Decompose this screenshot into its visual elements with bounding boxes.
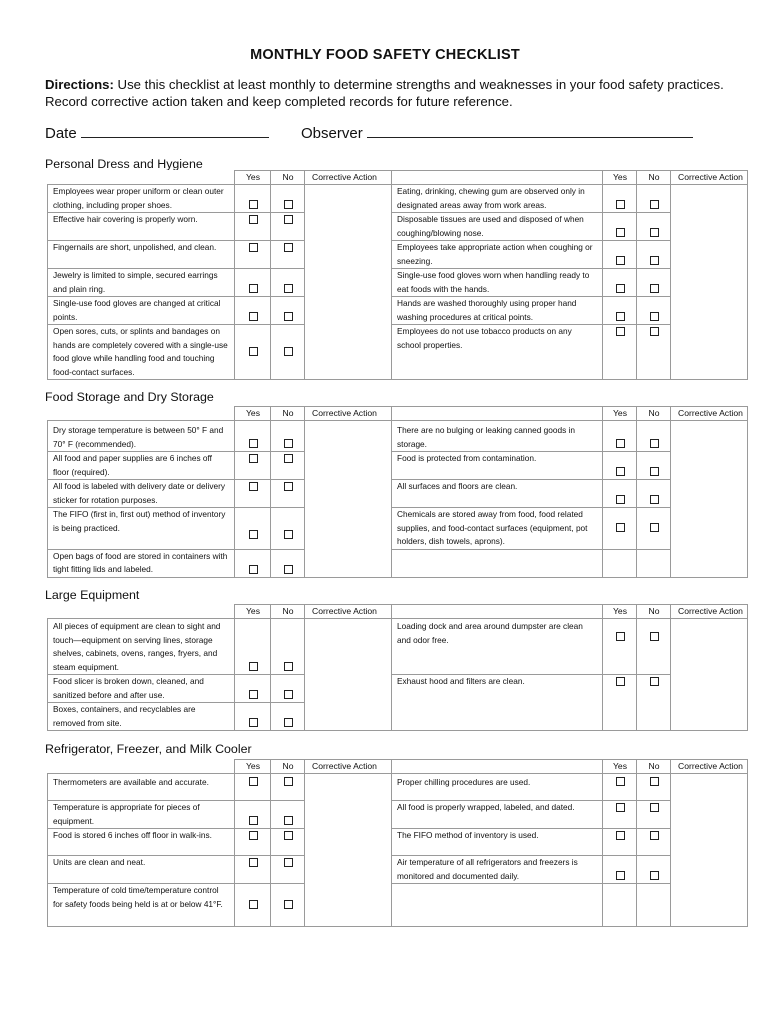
section-title: Food Storage and Dry Storage (45, 390, 214, 404)
no-checkbox[interactable] (284, 690, 293, 699)
yes-checkbox[interactable] (616, 467, 625, 476)
item-text: Units are clean and neat. (48, 856, 235, 884)
yes-checkbox[interactable] (616, 256, 625, 265)
no-cell (637, 325, 671, 380)
header-corrective-action: Corrective Action (305, 171, 392, 185)
yes-checkbox[interactable] (616, 228, 625, 237)
no-cell (271, 774, 305, 801)
yes-checkbox[interactable] (249, 816, 258, 825)
item-text: Dry storage temperature is between 50° F and 70° F (recommended). (48, 421, 235, 452)
observer-field[interactable] (301, 124, 693, 142)
header-yes: Yes (603, 171, 637, 185)
yes-cell (603, 325, 637, 380)
yes-cell (603, 856, 637, 884)
empty-cell (392, 549, 603, 577)
yes-cell (603, 185, 637, 213)
no-checkbox[interactable] (284, 439, 293, 448)
yes-checkbox[interactable] (616, 327, 625, 336)
yes-checkbox[interactable] (249, 482, 258, 491)
no-checkbox[interactable] (284, 312, 293, 321)
no-checkbox[interactable] (650, 777, 659, 786)
table-row (48, 856, 748, 884)
yes-checkbox[interactable] (616, 495, 625, 504)
yes-checkbox[interactable] (616, 200, 625, 209)
directions (45, 76, 745, 110)
item-text: Chemicals are stored away from food, food related supplies, and food-contact surfaces (equipment, pot holders, dish towels, aprons). (392, 508, 603, 550)
checklist-table (47, 604, 748, 731)
yes-checkbox[interactable] (616, 831, 625, 840)
no-cell (637, 619, 671, 675)
date-label: Date (45, 125, 77, 142)
table-row (48, 452, 748, 480)
no-checkbox[interactable] (284, 215, 293, 224)
no-checkbox[interactable] (650, 831, 659, 840)
no-cell (637, 241, 671, 269)
no-checkbox[interactable] (650, 200, 659, 209)
corrective-action-field[interactable] (305, 774, 392, 927)
yes-checkbox[interactable] (249, 831, 258, 840)
checklist-table (47, 170, 748, 380)
yes-cell (235, 774, 271, 801)
item-text: Single-use food gloves worn when handling ready to eat foods with the hands. (392, 269, 603, 297)
no-checkbox[interactable] (284, 284, 293, 293)
item-text: Eating, drinking, chewing gum are observed only in designated areas away from work areas. (392, 185, 603, 213)
yes-cell (603, 269, 637, 297)
empty-cell (392, 884, 603, 927)
yes-cell (603, 884, 637, 927)
yes-cell (603, 241, 637, 269)
yes-cell (603, 774, 637, 801)
header-blank (48, 760, 235, 774)
item-text: Food is protected from contamination. (392, 452, 603, 480)
yes-cell (603, 297, 637, 325)
table-row (48, 829, 748, 856)
item-text: All food is labeled with delivery date or delivery sticker for rotation purposes. (48, 480, 235, 508)
yes-cell (603, 619, 637, 675)
checklist-table (47, 406, 748, 578)
item-text: Hands are washed thoroughly using proper hand washing procedures at critical points. (392, 297, 603, 325)
item-text: Effective hair covering is properly worn. (48, 213, 235, 241)
item-text: Employees wear proper uniform or clean outer clothing, including proper shoes. (48, 185, 235, 213)
section-title: Personal Dress and Hygiene (45, 157, 203, 171)
no-checkbox[interactable] (650, 871, 659, 880)
no-checkbox[interactable] (284, 200, 293, 209)
yes-checkbox[interactable] (249, 777, 258, 786)
no-cell (271, 213, 305, 241)
yes-cell (235, 675, 271, 703)
no-cell (271, 325, 305, 380)
yes-cell (603, 421, 637, 452)
table-row (48, 241, 748, 269)
header-blank (392, 760, 603, 774)
item-text: All food is properly wrapped, labeled, and dated. (392, 801, 603, 829)
item-text: Loading dock and area around dumpster are clean and odor free. (392, 619, 603, 675)
yes-checkbox[interactable] (249, 200, 258, 209)
yes-checkbox[interactable] (249, 718, 258, 727)
yes-cell (235, 213, 271, 241)
no-cell (271, 452, 305, 480)
yes-cell (235, 185, 271, 213)
item-text: Single-use food gloves are changed at critical points. (48, 297, 235, 325)
no-checkbox[interactable] (650, 523, 659, 532)
yes-checkbox[interactable] (616, 312, 625, 321)
item-text: All food and paper supplies are 6 inches off floor (required). (48, 452, 235, 480)
yes-cell (235, 856, 271, 884)
table-row (48, 325, 748, 380)
directions-text: Use this checklist at least monthly to determine strengths and weaknesses in your food safety practices. Record corrective action taken and keep completed records for future reference. (45, 77, 724, 109)
table-row (48, 549, 748, 577)
table-row (48, 297, 748, 325)
date-field[interactable] (45, 124, 269, 142)
no-cell (271, 241, 305, 269)
no-cell (637, 801, 671, 829)
item-text: Disposable tissues are used and disposed of when coughing/blowing nose. (392, 213, 603, 241)
no-cell (637, 213, 671, 241)
yes-checkbox[interactable] (249, 454, 258, 463)
header-corrective-action: Corrective Action (305, 760, 392, 774)
no-cell (271, 619, 305, 675)
no-checkbox[interactable] (284, 858, 293, 867)
item-text: Temperature of cold time/temperature control for safety foods being held is at or below 41°F. (48, 884, 235, 927)
header-blank (392, 407, 603, 421)
header-blank (392, 605, 603, 619)
no-cell (637, 884, 671, 927)
header-blank (392, 171, 603, 185)
no-checkbox[interactable] (284, 565, 293, 574)
yes-cell (603, 480, 637, 508)
header-blank (48, 171, 235, 185)
directions-label: Directions: (45, 77, 114, 92)
item-text: Exhaust hood and filters are clean. (392, 675, 603, 731)
header-no: No (271, 605, 305, 619)
table-row (48, 421, 748, 452)
yes-checkbox[interactable] (616, 803, 625, 812)
yes-cell (603, 829, 637, 856)
header-corrective-action: Corrective Action (305, 407, 392, 421)
item-text: Open sores, cuts, or splints and bandages on hands are completely covered with a single-use food glove while handling food and touching food-contact surfaces. (48, 325, 235, 380)
corrective-action-field[interactable] (305, 185, 392, 380)
no-cell (637, 508, 671, 550)
no-checkbox[interactable] (284, 347, 293, 356)
corrective-action-field[interactable] (671, 774, 748, 927)
table-row (48, 508, 748, 550)
no-checkbox[interactable] (284, 831, 293, 840)
corrective-action-field[interactable] (671, 421, 748, 578)
item-text: The FIFO method of inventory is used. (392, 829, 603, 856)
no-checkbox[interactable] (650, 495, 659, 504)
no-checkbox[interactable] (284, 816, 293, 825)
no-cell (637, 269, 671, 297)
corrective-action-field[interactable] (671, 619, 748, 731)
table-row (48, 774, 748, 801)
yes-checkbox[interactable] (616, 677, 625, 686)
header-blank (48, 605, 235, 619)
no-checkbox[interactable] (284, 718, 293, 727)
item-text: Jewelry is limited to simple, secured earrings and plain ring. (48, 269, 235, 297)
yes-cell (603, 508, 637, 550)
header-no: No (637, 171, 671, 185)
date-line[interactable] (81, 124, 269, 138)
no-cell (271, 185, 305, 213)
observer-line[interactable] (367, 124, 693, 138)
header-blank (48, 407, 235, 421)
yes-checkbox[interactable] (249, 662, 258, 671)
no-checkbox[interactable] (650, 467, 659, 476)
item-text: Proper chilling procedures are used. (392, 774, 603, 801)
yes-cell (603, 213, 637, 241)
yes-cell (235, 325, 271, 380)
item-text: Boxes, containers, and recyclables are removed from site. (48, 703, 235, 731)
yes-checkbox[interactable] (249, 565, 258, 574)
yes-cell (235, 549, 271, 577)
no-cell (637, 856, 671, 884)
no-cell (271, 801, 305, 829)
item-text: The FIFO (first in, first out) method of inventory is being practiced. (48, 508, 235, 550)
no-checkbox[interactable] (650, 256, 659, 265)
table-row (48, 884, 748, 927)
item-text: Employees do not use tobacco products on any school properties. (392, 325, 603, 380)
table-row (48, 675, 748, 703)
yes-checkbox[interactable] (249, 284, 258, 293)
no-checkbox[interactable] (284, 454, 293, 463)
yes-checkbox[interactable] (249, 347, 258, 356)
no-cell (271, 508, 305, 550)
yes-cell (235, 703, 271, 731)
yes-checkbox[interactable] (616, 871, 625, 880)
item-text: Temperature is appropriate for pieces of equipment. (48, 801, 235, 829)
no-cell (271, 297, 305, 325)
header-yes: Yes (603, 407, 637, 421)
item-text: All pieces of equipment are clean to sight and touch—equipment on serving lines, storage shelves, cabinets, ovens, ranges, fryers, and steam equipment. (48, 619, 235, 675)
item-text: Air temperature of all refrigerators and freezers is monitored and documented daily. (392, 856, 603, 884)
yes-cell (235, 421, 271, 452)
no-checkbox[interactable] (284, 243, 293, 252)
no-checkbox[interactable] (650, 284, 659, 293)
header-yes: Yes (235, 760, 271, 774)
header-yes: Yes (235, 171, 271, 185)
yes-checkbox[interactable] (249, 312, 258, 321)
yes-cell (235, 452, 271, 480)
yes-cell (235, 619, 271, 675)
yes-checkbox[interactable] (616, 284, 625, 293)
header-no: No (271, 407, 305, 421)
yes-checkbox[interactable] (249, 530, 258, 539)
header-yes: Yes (235, 407, 271, 421)
yes-checkbox[interactable] (249, 439, 258, 448)
item-text: Fingernails are short, unpolished, and clean. (48, 241, 235, 269)
yes-checkbox[interactable] (249, 215, 258, 224)
yes-cell (235, 884, 271, 927)
no-cell (271, 856, 305, 884)
no-checkbox[interactable] (284, 900, 293, 909)
no-cell (637, 185, 671, 213)
no-cell (271, 829, 305, 856)
yes-cell (235, 480, 271, 508)
table-row (48, 480, 748, 508)
table-header (48, 605, 748, 619)
header-corrective-action: Corrective Action (671, 171, 748, 185)
no-cell (637, 480, 671, 508)
item-text: All surfaces and floors are clean. (392, 480, 603, 508)
yes-checkbox[interactable] (249, 858, 258, 867)
table-row (48, 213, 748, 241)
header-corrective-action: Corrective Action (305, 605, 392, 619)
no-cell (637, 675, 671, 731)
no-checkbox[interactable] (284, 530, 293, 539)
yes-checkbox[interactable] (616, 777, 625, 786)
yes-checkbox[interactable] (249, 900, 258, 909)
yes-cell (603, 549, 637, 577)
no-checkbox[interactable] (284, 777, 293, 786)
yes-cell (603, 801, 637, 829)
no-checkbox[interactable] (650, 228, 659, 237)
header-corrective-action: Corrective Action (671, 605, 748, 619)
item-text: Employees take appropriate action when coughing or sneezing. (392, 241, 603, 269)
header-no: No (637, 605, 671, 619)
no-checkbox[interactable] (650, 327, 659, 336)
yes-cell (235, 829, 271, 856)
header-no: No (271, 171, 305, 185)
no-cell (637, 452, 671, 480)
no-cell (637, 297, 671, 325)
yes-checkbox[interactable] (616, 523, 625, 532)
no-cell (271, 549, 305, 577)
item-text: Open bags of food are stored in containers with tight fitting lids and labeled. (48, 549, 235, 577)
yes-checkbox[interactable] (616, 439, 625, 448)
table-row (48, 185, 748, 213)
item-text: There are no bulging or leaking canned goods in storage. (392, 421, 603, 452)
checklist-table (47, 759, 748, 927)
section-title: Large Equipment (45, 588, 140, 602)
header-yes: Yes (603, 760, 637, 774)
table-row (48, 801, 748, 829)
table-row (48, 269, 748, 297)
yes-cell (235, 508, 271, 550)
yes-cell (235, 297, 271, 325)
no-cell (637, 774, 671, 801)
no-checkbox[interactable] (650, 632, 659, 641)
table-header (48, 407, 748, 421)
section-title: Refrigerator, Freezer, and Milk Cooler (45, 742, 252, 756)
header-corrective-action: Corrective Action (671, 760, 748, 774)
corrective-action-field[interactable] (671, 185, 748, 380)
no-cell (637, 829, 671, 856)
no-cell (271, 480, 305, 508)
corrective-action-field[interactable] (305, 421, 392, 578)
corrective-action-field[interactable] (305, 619, 392, 731)
header-yes: Yes (603, 605, 637, 619)
no-checkbox[interactable] (650, 677, 659, 686)
yes-cell (235, 241, 271, 269)
header-no: No (637, 760, 671, 774)
table-header (48, 171, 748, 185)
no-cell (271, 884, 305, 927)
table-header (48, 760, 748, 774)
page-title: MONTHLY FOOD SAFETY CHECKLIST (250, 47, 520, 63)
no-checkbox[interactable] (650, 439, 659, 448)
item-text: Food is stored 6 inches off floor in walk-ins. (48, 829, 235, 856)
yes-cell (235, 269, 271, 297)
yes-checkbox[interactable] (249, 690, 258, 699)
item-text: Thermometers are available and accurate. (48, 774, 235, 801)
no-cell (271, 269, 305, 297)
header-no: No (637, 407, 671, 421)
header-corrective-action: Corrective Action (671, 407, 748, 421)
header-yes: Yes (235, 605, 271, 619)
header-no: No (271, 760, 305, 774)
yes-checkbox[interactable] (249, 243, 258, 252)
no-cell (271, 421, 305, 452)
no-cell (637, 421, 671, 452)
no-cell (271, 675, 305, 703)
item-text: Food slicer is broken down, cleaned, and sanitized before and after use. (48, 675, 235, 703)
yes-checkbox[interactable] (616, 632, 625, 641)
no-checkbox[interactable] (284, 662, 293, 671)
no-cell (637, 549, 671, 577)
no-checkbox[interactable] (650, 312, 659, 321)
yes-cell (603, 452, 637, 480)
yes-cell (603, 675, 637, 731)
no-cell (271, 703, 305, 731)
observer-label: Observer (301, 125, 363, 142)
table-row (48, 619, 748, 675)
no-checkbox[interactable] (284, 482, 293, 491)
yes-cell (235, 801, 271, 829)
no-checkbox[interactable] (650, 803, 659, 812)
